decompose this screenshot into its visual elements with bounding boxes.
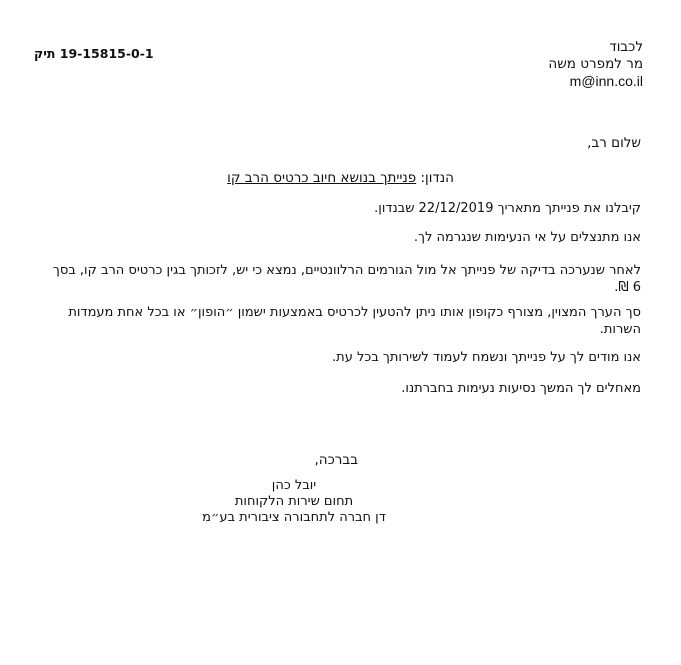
signoff: בברכה, [314,452,358,468]
paragraph-coupon: סך הערך המצוין, מצורף כקופון אותו ניתן להטעין לכרטיס באמצעות ישמון ״הופון״ או בכל אחת מעמדות השרות. [68,305,641,337]
signer-name: יובל כהן [271,478,317,493]
subject-line [227,170,454,186]
recipient-email: m@inn.co.il [569,73,643,89]
paragraph-wishes: מאחלים לך המשך נסיעות נעימות בחברתנו. [401,381,641,396]
file-reference: 19-15815-0-1 תיק [34,46,154,61]
paragraph-apology: אנו מתנצלים על אי הנעימות שנגרמה לך. [413,230,641,245]
recipient-name: מר למפרט משה [548,56,643,72]
subject-label: הנדון: [420,170,454,186]
subject-text: פנייתך בנושא חיוב כרטיס הרב קו [227,170,417,186]
paragraph-thanks: אנו מודים לך על פנייתך ונשמח לעמוד לשירותך בכל עת. [332,350,641,365]
paragraph-findings: לאחר שנערכה בדיקה של פנייתך אל מול הגורמים הרלוונטיים, נמצא כי יש, לזכותך בגין כרטיס הרב קו, בסך 6 ₪. [52,263,641,295]
recipient-salutation: לכבוד [609,39,643,55]
signature-block [164,478,424,526]
signer-company: דן חברה לתחבורה ציבורית בע״מ [202,510,386,525]
greeting: שלום רב, [587,135,641,151]
recipient-block [423,39,643,90]
signer-department: תחום שירות הלקוחות [234,494,354,509]
paragraph-received: קיבלנו את פנייתך מתאריך 22/12/2019 שבנדון. [374,201,641,216]
